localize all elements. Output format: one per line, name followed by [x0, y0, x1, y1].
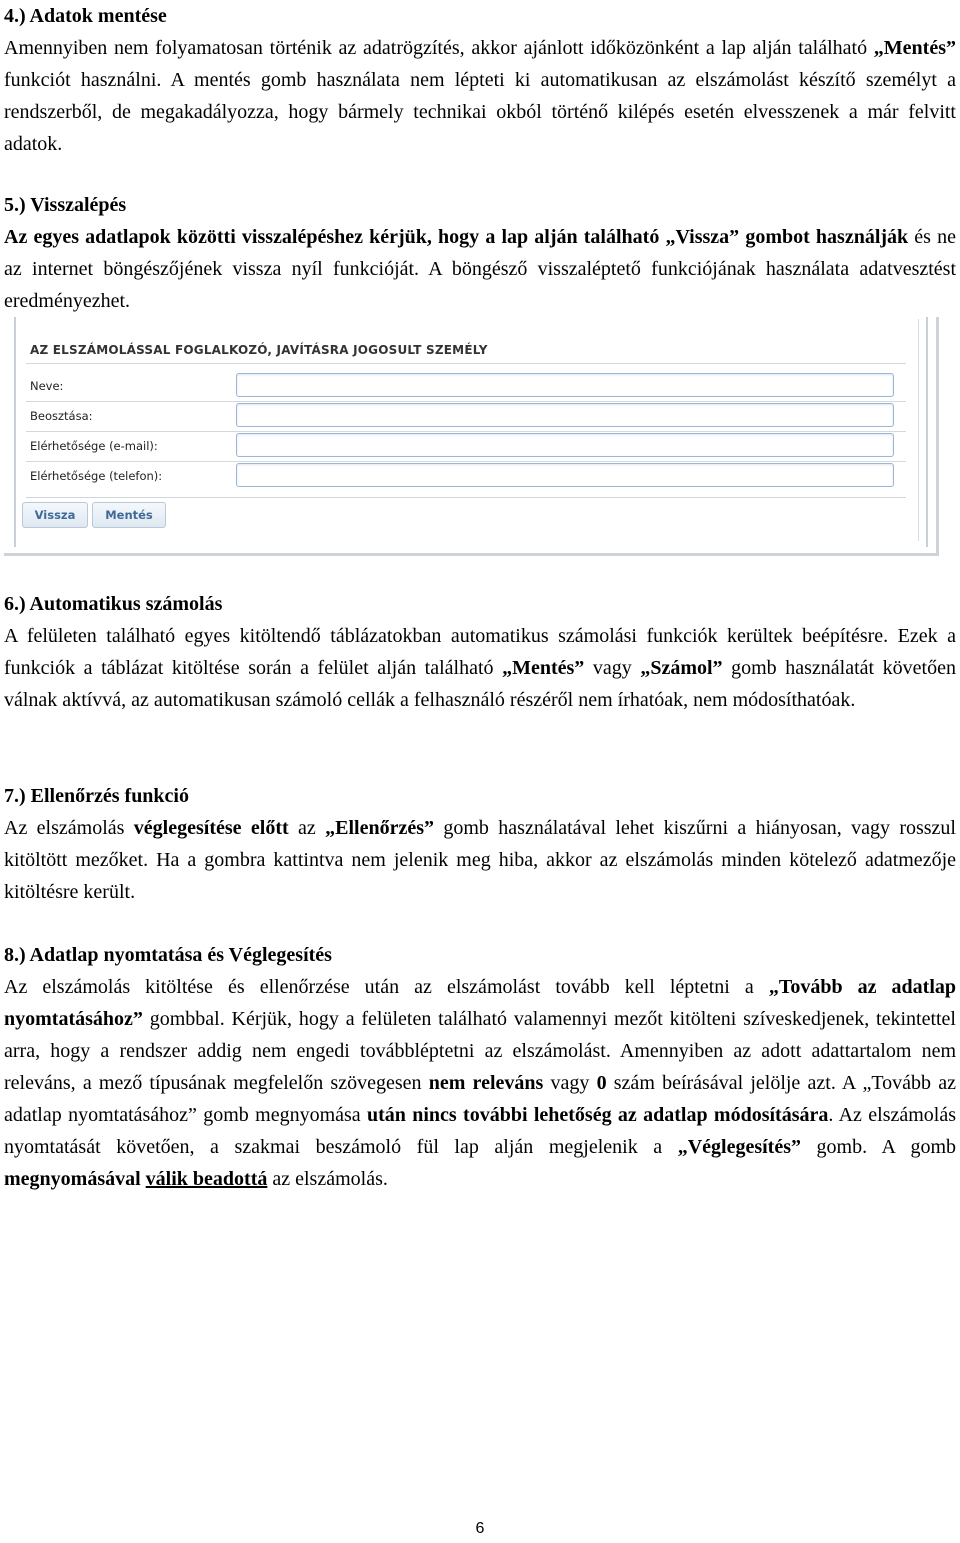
text-run: vagy [584, 657, 641, 679]
underlined-bold-run: válik beadottá [145, 1168, 268, 1190]
text-run: és ne az internet böngészőjének vissza nyíl funkcióját. A böngésző visszaléptető funkciójának használata adatvesztést eredményezhet. [4, 226, 956, 312]
divider [26, 401, 906, 402]
section-heading: 5.) Visszalépés [4, 194, 127, 216]
field-label: Neve: [30, 379, 64, 393]
bold-run: „Véglegesítés” [677, 1136, 801, 1158]
text-run: Az elszámolás [4, 817, 134, 839]
form-title: AZ ELSZÁMOLÁSSAL FOGLALKOZÓ, JAVÍTÁSRA JOGOSULT SZEMÉLY [30, 343, 488, 357]
field-label: Beosztása: [30, 409, 93, 423]
position-input[interactable] [236, 403, 894, 427]
text-run: funkciót használni. A mentés gomb használata nem lépteti ki automatikusan az elszámolást készítő személyt a rendszerből, de megakadályozza, hogy bármely technikai okból történő kilépés esetén elvesszenek a már felvitt adatok. [4, 69, 956, 155]
field-row-phone [30, 463, 910, 491]
text-run: szám beírásával jelölje azt. A „Tovább az adatlap nyomtatásához” gomb megnyomása [4, 1072, 956, 1126]
text-run: Az elszámolás kitöltése és ellenőrzése után az elszámolást tovább kell léptetni a [4, 976, 769, 998]
bold-run: véglegesítése előtt [133, 817, 289, 839]
bold-run: „Ellenőrzés” [325, 817, 434, 839]
field-label: Elérhetősége (telefon): [30, 469, 163, 483]
section-paragraph [4, 221, 956, 317]
text-run: gombbal. Kérjük, hogy a felületen található valamennyi mezőt kitölteni szíveskedjenek, tekintettel arra, hogy a rendszer addig nem engedi továbbléptetni az elszámolást. Amennyiben az adott adattartalom nem releváns, a mező típusának megfelelőn szövegesen [4, 1008, 956, 1094]
section-ellenorzes [4, 780, 956, 908]
text-run: vagy [543, 1072, 597, 1094]
section-heading: 8.) Adatlap nyomtatása és Véglegesítés [4, 944, 332, 966]
page-number: 6 [475, 1520, 485, 1537]
divider [26, 431, 906, 432]
section-adatlap-nyomtatasa [4, 939, 956, 1195]
bold-run: után nincs további lehetőség az adatlap módosítására [367, 1104, 829, 1126]
section-paragraph [4, 32, 956, 160]
section-paragraph [4, 971, 956, 1195]
section-heading: 4.) Adatok mentése [4, 5, 167, 27]
bold-run: megnyomásával [4, 1168, 141, 1190]
section-paragraph [4, 620, 956, 716]
text-run: . Az elszámolás nyomtatását követően, a szakmai beszámoló fül lap alján megjelenik a [4, 1104, 956, 1158]
text-run: Amennyiben nem folyamatosan történik az adatrögzítés, akkor ajánlott időközönként a lap alján található [4, 37, 874, 59]
email-input[interactable] [236, 433, 894, 457]
bold-run: 0 [596, 1072, 607, 1094]
text-run: az [288, 817, 326, 839]
name-input[interactable] [236, 373, 894, 397]
field-row-email [30, 433, 910, 461]
field-row-name [30, 373, 910, 401]
bold-run: „Mentés” [873, 37, 956, 59]
bold-run: Az egyes adatlapok közötti visszalépéshez kérjük, hogy a lap alján található „Vissza” gombot használják [4, 226, 909, 248]
frame-edge [14, 317, 16, 547]
text-run: gomb használatával lehet kiszűrni a hiányosan, vagy rosszul kitöltött mezőket. Ha a gombra kattintva nem jelenik meg hiba, akkor az elszámolás minden kötelező adatmezője kitöltésre került. [4, 817, 956, 903]
text-run: gomb használatát követően válnak aktívvá, az automatikusan számoló cellák a felhasználó részéről nem írhatóak, nem módosíthatóak. [4, 657, 956, 711]
section-heading: 7.) Ellenőrzés funkció [4, 785, 189, 807]
save-button[interactable]: Mentés [92, 502, 166, 528]
bold-run: nem releváns [428, 1072, 544, 1094]
section-adatok-mentese [4, 0, 956, 160]
button-bar-divider [26, 497, 906, 498]
phone-input[interactable] [236, 463, 894, 487]
section-automatikus-szamolas [4, 588, 956, 716]
frame-edge [926, 317, 928, 547]
text-run: A felületen található egyes kitöltendő táblázatokban automatikus számolási funkciók kerültek beépítésre. Ezek a funkciók a táblázat kitöltése során a felület alján található [4, 625, 956, 679]
section-heading: 6.) Automatikus számolás [4, 593, 223, 615]
divider [26, 363, 906, 364]
back-button[interactable]: Vissza [22, 502, 88, 528]
bold-run: „Tovább az adatlap nyomtatásához” [4, 976, 957, 1030]
text-run: az elszámolás. [267, 1168, 388, 1190]
text-run: gomb. A gomb [800, 1136, 956, 1158]
divider [26, 461, 906, 462]
field-row-position [30, 403, 910, 431]
section-paragraph [4, 812, 956, 908]
embedded-form-screenshot [4, 317, 939, 556]
form-panel [18, 319, 919, 541]
bold-run: „Mentés” [502, 657, 585, 679]
bold-run: „Számol” [640, 657, 723, 679]
section-visszalepes [4, 189, 956, 317]
field-label: Elérhetősége (e-mail): [30, 439, 158, 453]
